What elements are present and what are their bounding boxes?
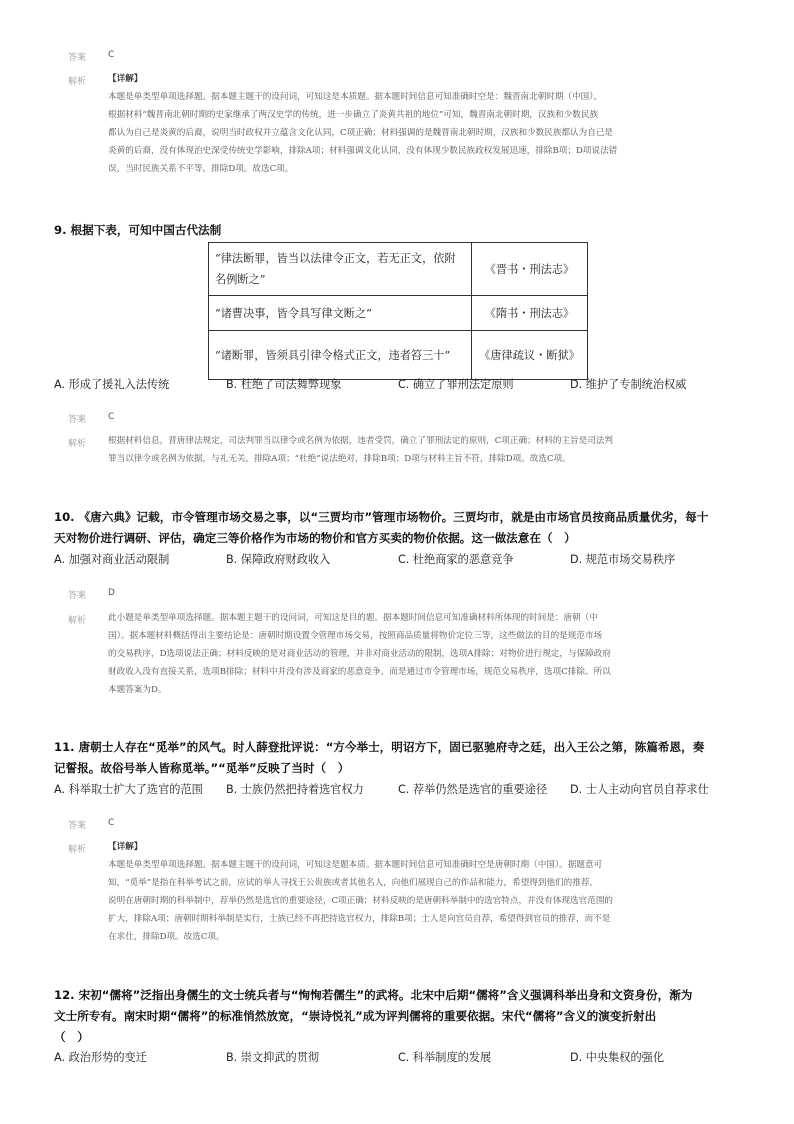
q11-options	[54, 781, 754, 799]
q12-options	[54, 1049, 754, 1067]
analysis-line: 炎黄的后裔，没有体现治史深受传统史学影响，排除A项；材料强调文化认同，没有体现少数民族政权发展迅速，排除B项；D项说法错	[108, 146, 618, 156]
analysis-line: 误，当时民族关系不平等，排除D项。故选C项。	[108, 164, 294, 174]
q11-stem	[54, 737, 704, 779]
analysis-label: 解析	[68, 77, 87, 87]
question-line: （ ）	[54, 1030, 89, 1044]
option-a[interactable]: A. 形成了援礼入法传统	[54, 378, 170, 391]
table-cell-source: 《唐律疏议・断狱》	[472, 331, 588, 380]
analysis-line: 【详解】	[108, 842, 143, 852]
q8-answer-value: C	[108, 50, 115, 60]
option-b[interactable]: B. 杜绝了司法舞弊现象	[226, 378, 342, 391]
question-line: 记誓报。故俗号举人皆称觅举。”“觅举”反映了当时（ ）	[54, 761, 350, 775]
option-b[interactable]: B. 士族仍然把持着选官权力	[226, 783, 364, 796]
analysis-line: 本题是单类型单项选择题。据本题主题干的设问词，可知这是本质题。据本题时间信息可知准确时空是：魏晋南北朝时期（中国）。	[108, 92, 603, 102]
analysis-line: 根据材料信息，晋唐律法规定，司法判罪当以律令或名例为依据，违者受罚，确立了罪刑法定的原则，C项正确；材料的主旨是司法判	[108, 436, 614, 446]
analysis-label: 解析	[68, 616, 87, 626]
answer-label: 答案	[68, 53, 87, 63]
table-row	[209, 331, 588, 380]
q9-source-table	[208, 242, 588, 380]
analysis-line: 说明在唐朝时期的科举制中，荐举仍然是选官的重要途径，C项正确；材料反映的是唐朝科举制中的选官特点，并没有体现选官范围的	[108, 896, 614, 906]
option-d[interactable]: D. 士人主动向官员自荐求仕	[570, 783, 709, 796]
q11-answer-value: C	[108, 818, 115, 828]
q8-answer-row	[68, 50, 115, 63]
option-c[interactable]: C. 确立了罪刑法定原则	[398, 378, 514, 391]
q10-stem	[54, 507, 708, 549]
option-d[interactable]: D. 中央集权的强化	[570, 1051, 665, 1064]
q10-answer-row	[68, 588, 115, 601]
analysis-line: 罪当以律令或名例为依据，与礼无关，排除A项；“杜绝”说法绝对，排除B项；D项与材料主旨不符，排除D项。故选C项。	[108, 454, 571, 464]
table-row	[209, 296, 588, 331]
analysis-line: 国）。据本题材料概括得出主要结论是：唐朝时期设置令管理市场交易，按照商品质量将物价定位三等，这些做法的目的是规范市场	[108, 631, 603, 641]
q9-answer-row	[68, 412, 115, 425]
table-row	[209, 243, 588, 296]
q9-answer-value: C	[108, 412, 115, 422]
analysis-line: 在求仕，排除D项。故选C项。	[108, 932, 225, 942]
option-c[interactable]: C. 荐举仍然是选官的重要途径	[398, 783, 548, 796]
option-c[interactable]: C. 科举制度的发展	[398, 1051, 492, 1064]
q12-stem	[54, 985, 692, 1048]
option-a[interactable]: A. 政治形势的变迁	[54, 1051, 147, 1064]
option-b[interactable]: B. 崇文抑武的贯彻	[226, 1051, 320, 1064]
q10-answer-value: D	[108, 588, 115, 598]
question-line: 文士所专有。南宋时期“儒将”的标准悄然放宽，“崇诗悦礼”成为评判儒将的重要依据。宋代“儒将”含义的演变折射出	[54, 1009, 657, 1023]
q10-options	[54, 551, 754, 569]
answer-label: 答案	[68, 821, 87, 831]
table-cell-quote: “诸断罪，皆须具引律令格式正文，违者笞三十”	[209, 331, 472, 380]
question-line: 12. 宋初“儒将”泛指出身儒生的文士统兵者与“恂恂若儒生”的武将。北宋中后期“儒将”含义强调科举出身和文资身份，渐为	[54, 988, 693, 1002]
analysis-line: 的交易秩序，D选项说法正确；材料反映的是对商业活动的管理，并非对商业活动的限制，选项A排除；对物价进行规定，与保障政府	[108, 649, 611, 659]
answer-label: 答案	[68, 591, 87, 601]
option-d[interactable]: D. 规范市场交易秩序	[570, 553, 676, 566]
option-a[interactable]: A. 加强对商业活动限制	[54, 553, 170, 566]
q9-stem	[54, 220, 221, 241]
question-line: 天对物价进行调研、评估，确定三等价格作为市场的物价和官方买卖的物价依据。这一做法意在（ ）	[54, 531, 576, 545]
table-cell-source: 《隋书・刑法志》	[472, 296, 588, 331]
table-cell-quote: “律法断罪，皆当以法律令正文，若无正文，依附名例断之”	[209, 243, 472, 296]
answer-label: 答案	[68, 415, 87, 425]
analysis-line: 此小题是单类型单项选择题。据本题主题干的设问词，可知这是目的题。据本题时间信息可知准确材料所体现的时间是：唐朝（中	[108, 613, 598, 623]
analysis-line: 知，“觅举”是指在科举考试之前，应试的举人寻找王公贵族或者其他名人，向他们展现自己的作品和能力，希望得到他们的推荐，	[108, 878, 599, 888]
question-line: 9. 根据下表，可知中国古代法制	[54, 223, 222, 237]
option-d[interactable]: D. 维护了专制统治权威	[570, 378, 687, 391]
q11-answer-row	[68, 818, 115, 831]
option-c[interactable]: C. 杜绝商家的恶意竞争	[398, 553, 514, 566]
analysis-label: 解析	[68, 439, 87, 449]
analysis-label: 解析	[68, 845, 87, 855]
table-cell-source: 《晋书・刑法志》	[472, 243, 588, 296]
analysis-line: 财政收入没有直接关系，选项B排除；材料中并没有涉及商家的恶意竞争，而是通过市令管理市场，规范交易秩序，选项C排除。所以	[108, 667, 611, 677]
table-cell-quote: “诸曹决事，皆令具写律文断之”	[209, 296, 472, 331]
analysis-line: 都认为自己是炎黄的后裔，说明当时政权并立蕴含文化认同，C项正确；材料强调的是魏晋南北朝时期，汉族和少数民族都认为自己是	[108, 128, 614, 138]
question-line: 11. 唐朝士人存在“觅举”的风气。时人薛登批评说：“方今举士，明诏方下，固已驱驰府寺之廷，出入王公之第，陈篇希恩，奏	[54, 740, 705, 754]
option-b[interactable]: B. 保障政府财政收入	[226, 553, 331, 566]
analysis-line: 扩大，排除A项；唐朝时期科举制是实行，士族已经不再把持选官权力，排除B项；士人是向官员自荐，希望得到官员的推荐，而不是	[108, 914, 611, 924]
analysis-line: 本题答案为D。	[108, 685, 167, 695]
analysis-line: 根据材料“魏晋南北朝时期的史家继承了两汉史学的传统，进一步确立了炎黄共祖的地位”可知，魏晋南北朝时期，汉族和少数民族	[108, 110, 599, 120]
analysis-line: 本题是单类型单项选择题。据本题主题干的设问词，可知这是题本质。据本题时间信息可知准确时空是唐朝时期（中国）。据题意可	[108, 860, 603, 870]
analysis-line: 【详解】	[108, 74, 143, 84]
q9-options	[54, 376, 754, 394]
question-line: 10. 《唐六典》记载，市令管理市场交易之事，以“三贾均市”管理市场物价。三贾均市，就是由市场官员按商品质量优劣，每十	[54, 510, 709, 524]
option-a[interactable]: A. 科举取士扩大了选官的范围	[54, 783, 203, 796]
